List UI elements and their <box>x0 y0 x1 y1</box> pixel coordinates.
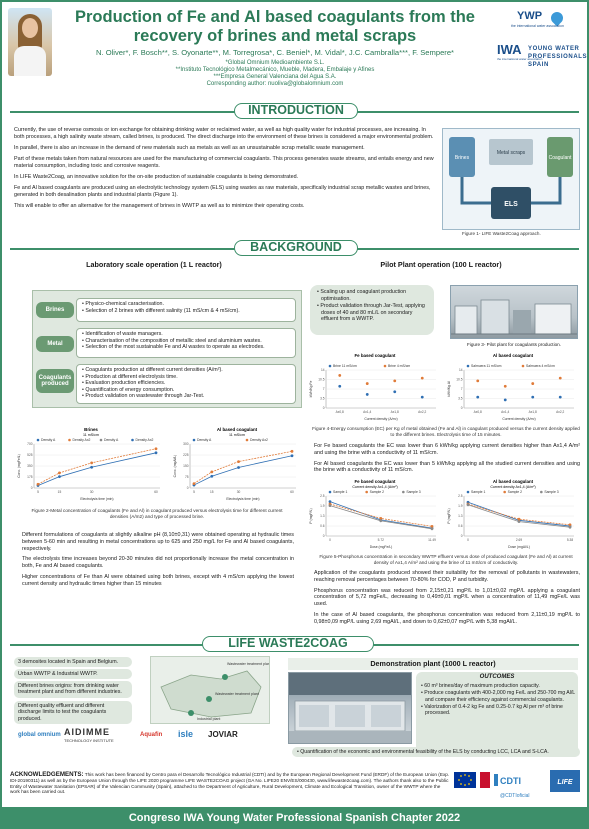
svg-text:Industrial plant: Industrial plant <box>197 717 221 721</box>
partner-logo-aidimme: AIDIMME <box>64 727 110 737</box>
legend-marker <box>329 365 332 368</box>
data-point <box>58 475 61 478</box>
y-tick-label: 14 <box>458 368 463 373</box>
legend-label: Sample 2 <box>507 490 522 495</box>
data-point <box>379 519 382 522</box>
chart-subtitle: Current density Ax1,4 (A/m²) <box>352 485 398 489</box>
coagulants-list: • Coagulants production at different current densities (A/m²). • Production at different electrolysis time. • Evaluation production efficiencies. • Quantification of energy consumption. • Product validation on wastewater through Jar-Test. <box>76 364 296 404</box>
legend-label: Density A <box>41 438 56 443</box>
y-tick-label: 525 <box>27 453 33 458</box>
y-tick-label: 2.5 <box>458 494 463 499</box>
cdti-handle: @CDTIoficial <box>500 793 530 799</box>
x-tick-label: 0 <box>329 538 331 542</box>
y-tick-label: 1.3 <box>320 514 325 519</box>
data-point <box>421 377 424 380</box>
legend-label: Salmuera 4 mS/cm <box>526 364 555 369</box>
life-item: Different brines origins: from drinking water treatment plant and from different industries. <box>14 681 132 698</box>
figure-3-caption: Figure 3- Pilot plant for coagulants production. <box>467 342 561 347</box>
al-concentration-chart <box>172 426 302 502</box>
y-tick-label: 0.6 <box>458 524 463 529</box>
data-point <box>90 466 93 469</box>
y-tick-label: 0 <box>322 534 325 539</box>
footer-banner: Congreso IWA Young Water Professional Spanish Chapter 2022 <box>2 807 587 829</box>
legend-marker <box>131 439 134 442</box>
y-tick-label: 7 <box>322 387 325 392</box>
life-item: Urban WWTP & Industrial WWTP. <box>14 669 132 679</box>
legend-marker <box>100 439 103 442</box>
x-tick-label: Ax2,2 <box>418 410 427 414</box>
data-point <box>237 466 240 469</box>
figure-1-caption: Figure 1- LIFE Waste2Coag approach. <box>462 231 541 236</box>
acknowledgements: ACKNOWLEDGEMENTS: This work has been financed by Centro para el Desarrollo Tecnológico Industrial (CDTI) and by the European Regional Development Fund (ERDF) of the European Union (Exp. IDI-20190311) as well as by the European Union through the LIFE 2020 programme LIFE WASTE2COAG project (GA No. LIFE20 ENV/ES/000430, www.lifewaste2coag.com). The authors thank also to the Public Entity of Wastewater Sanitation (EPSAR) of the Valencian Community (Spain), attached to the Department of Agriculture, Rural Development, Climate and Ecological Transition, owner of the WWTP where the work has been carried out. <box>10 771 450 795</box>
series-line <box>38 453 156 486</box>
data-point <box>338 374 341 377</box>
outcomes-title: OUTCOMES <box>479 674 515 680</box>
al-phosphorus-chart <box>446 478 580 550</box>
x-tick-label: 30 <box>236 490 241 494</box>
chart-title: Brines <box>84 427 98 432</box>
data-point <box>237 460 240 463</box>
data-point <box>155 447 158 450</box>
chart-subtitle: 11 mS/cm <box>229 433 245 437</box>
legend-marker <box>193 439 196 442</box>
legend-marker <box>329 491 332 494</box>
legend-label: Density Ax2 <box>135 438 154 443</box>
metal-tag: Metal <box>36 336 74 352</box>
partner-logo-aquafin: Aquafin <box>140 732 163 738</box>
brines-list: • Physico-chemical caracterisation. • Selection of 2 brines with different salinity (11 mS/cm & 4 mS/cm). <box>76 298 296 322</box>
y-tick-label: 0 <box>30 486 33 491</box>
x-tick-label: 5 <box>193 490 195 494</box>
y-tick-label: 14 <box>320 368 325 373</box>
brines-tag: Brines <box>36 302 74 318</box>
svg-text:Wastewater treatment plant: Wastewater treatment plant <box>215 692 259 696</box>
chart-subtitle: Current density Ax1,4 (A/m²) <box>490 485 536 489</box>
y-tick-label: 1.9 <box>320 504 325 509</box>
legend-marker <box>467 365 470 368</box>
legend-label: Brine 4 mS/cm <box>388 364 411 369</box>
pilot-heading: Pilot Plant operation (100 L reactor) <box>380 260 502 269</box>
data-point <box>531 396 534 399</box>
chart-title: Al based coagulant <box>492 479 534 484</box>
figure-4-caption: Figure 4-Energy consumption (EC) per Kg of metal obtained (Fe and Al) in coagulant produced versus the current density applied to the different brines. Electrolysis time of 15 minutes. <box>312 426 580 437</box>
x-tick-label: Ax1,8 <box>528 410 537 414</box>
y-axis-label: kWh/Kg Fe <box>309 380 313 398</box>
pilot-plant-photo <box>450 285 578 339</box>
legend-label: Sample 1 <box>333 490 348 495</box>
data-point <box>569 523 572 526</box>
y-tick-label: 700 <box>27 442 33 447</box>
data-point <box>559 377 562 380</box>
legend-label: Density Ax2 <box>250 438 268 443</box>
y-tick-label: 10.5 <box>456 377 463 382</box>
x-tick-label: Ax1,4 <box>501 410 510 414</box>
figure-1-diagram <box>442 128 580 230</box>
chart-subtitle: 11 mS/cm <box>83 433 99 437</box>
legend-label: Density Ax2 <box>72 438 91 443</box>
author-photo <box>8 8 52 76</box>
data-point <box>518 520 521 523</box>
data-point <box>366 393 369 396</box>
data-point <box>431 527 434 530</box>
svg-text:Wastewater treatment plant: Wastewater treatment plant <box>227 662 269 666</box>
data-point <box>210 475 213 478</box>
funding-logos <box>454 770 584 800</box>
y-tick-label: 0 <box>460 534 463 539</box>
data-point <box>193 482 196 485</box>
x-tick-label: Ax0,8 <box>473 410 482 414</box>
legend-label: Sample 3 <box>544 490 559 495</box>
poster-title: Production of Fe and Al based coagulants from the recovery of brines and metal scraps <box>74 8 475 45</box>
series-line <box>330 502 432 529</box>
chart-title: Fe based coagulant <box>354 353 396 358</box>
x-axis-label: Dose (mgAl/L) <box>508 545 530 549</box>
legend-marker <box>246 439 249 442</box>
fig1-label: Coagulant <box>548 155 572 161</box>
chart-title: Al based coagulant <box>492 353 534 358</box>
legend-marker <box>37 439 40 442</box>
x-tick-label: 2.69 <box>515 538 523 542</box>
al-energy-chart <box>446 352 580 422</box>
life-logo: LIFE <box>557 779 573 786</box>
life-item: 3 demosites located in Spain and Belgium. <box>14 657 132 667</box>
affiliations: *Global Omnium Medioambiente S.L. **Instituto Tecnológico Metalmecánico, Mueble, Madera, Embalaje y Afines ***Empresa General Valenciana del Agua S.A. Corresponding author: nuoliva@globalomnium.com <box>175 60 375 87</box>
x-tick-label: 60 <box>154 490 158 494</box>
legend-label: Sample 1 <box>471 490 486 495</box>
x-tick-label: 5 <box>37 490 39 494</box>
legend-label: Sample 2 <box>369 490 384 495</box>
data-point <box>90 461 93 464</box>
figure-5-caption: Figure 5-Phosphorus concentration in secondary WWTP effluent versus dose of produced coagulant (Fe and Al) at current density of Ax1,4 A/m² and using the brine of 11 mS/cm of conductivity. <box>319 554 573 565</box>
y-tick-label: 1.9 <box>458 504 463 509</box>
life-item: Different quality effluent and different discharge limits to test the coagulants produced. <box>14 701 132 724</box>
lab-results-text: Different formulations of coagulants at slightly alkaline pH (8,10±0,31) were obtained operating at hydraulic times between 5-60 min and resulting in metal concentrations up to 625 and 250 mg/L for Fe and Al based coagulants, respectively. The electrolysis time increases beyond 20-30 minutes did not proportionally increase the metal concentration in both, Fe and Al based coagulants. Higher concentrations of Fe than Al were obtained using both brines, except with 4 mS/cm applying the lowest current density and hydraulic times higher than 15 minutes <box>22 532 294 587</box>
y-axis-label: Conc. (mgFe/L) <box>17 454 21 478</box>
y-tick-label: 1.3 <box>458 514 463 519</box>
legend-marker <box>503 491 506 494</box>
legend-marker <box>522 365 525 368</box>
y-tick-label: 10.5 <box>318 377 325 382</box>
y-axis-label: Conc. (mgAl/L) <box>173 454 177 478</box>
y-tick-label: 3.5 <box>458 396 463 401</box>
data-point <box>431 525 434 528</box>
y-axis-label: kWh/Kg Al <box>447 381 451 397</box>
data-point <box>393 390 396 393</box>
x-axis-label: Electrolysis time (min) <box>226 497 260 501</box>
x-tick-label: Ax1,8 <box>390 410 399 414</box>
x-tick-label: Ax0,8 <box>335 410 344 414</box>
x-tick-label: 11.49 <box>428 538 436 542</box>
data-point <box>476 396 479 399</box>
y-tick-label: 0 <box>186 486 189 491</box>
authors: N. Oliver*, F. Bosch**, S. Oyonarte**, M. Torregrosa*, C. Beniel*, M. Vidal*, J.C. Cambralla***, F. Sempere* <box>95 48 455 57</box>
partner-logo-joviar: JOVIAR <box>208 730 238 739</box>
x-tick-label: 15 <box>210 490 214 494</box>
y-tick-label: 0 <box>460 406 463 411</box>
background-heading: BACKGROUND <box>234 240 358 256</box>
chart-title: Fe based coagulant <box>354 479 396 484</box>
data-point <box>559 396 562 399</box>
data-point <box>421 396 424 399</box>
outcomes-panel <box>416 672 578 754</box>
data-point <box>210 470 213 473</box>
x-axis-label: Current density (A/m²) <box>502 417 536 421</box>
x-tick-label: Ax1,4 <box>363 410 372 414</box>
outcomes-list: • 60 m³ brines/day of maximum production capacity. • Produce coagulants with 400-2,000 mg Fe/L and 250-700 mg Al/L and compare their efficiency against commercial coagulants. • Valorization of 0.4-2 kg Fe and 0.25-0.7 kg Al per m³ of brine processed. <box>420 683 576 717</box>
energy-text: For Fe based coagulants the EC was lower than 6 kWh/kg applying current densities higher than Ax1,4 A/m² and using the brine with a conductivity of 11 mS/cm. For Al based coagulants the EC was lower than 5 kWh/kg applying all the studied current densities and using the brine with a conductivity of 11 mS/cm. <box>314 443 580 474</box>
coagulants-tag: Coagulants produced <box>36 369 74 393</box>
data-point <box>291 454 294 457</box>
fig1-label: Brines <box>454 155 470 161</box>
legend-marker <box>402 491 405 494</box>
outcomes-extra: • Quantification of the economic and environmental feasibility of the ELS by conducting LCC, LCA and S-LCA. <box>292 747 580 757</box>
legend-label: Sample 3 <box>406 490 421 495</box>
demo-plant-photo <box>288 672 412 744</box>
y-tick-label: 225 <box>183 453 189 458</box>
y-tick-label: 300 <box>183 442 189 447</box>
y-tick-label: 150 <box>183 464 189 469</box>
x-tick-label: Ax2,2 <box>556 410 565 414</box>
y-tick-label: 2.5 <box>320 494 325 499</box>
introduction-text: Currently, the use of reverse osmosis or ion exchange for obtaining drinking water or reclaimed water, as well as high quality water for industrial processes, are increasing. In both processes, a high salinity waste stream, called brines, is produced. The direct discharge into the environment of these brines is considered a major environmental problem. In parallel, there is also an increase in the demand of new materials such as metals as well as an unsustainable scrap metallic waste management. Part of these metals taken from natural resources are used for the manufacturing of commercial coagulants. This process generates waste streams, and entails energy and new material consumption, including toxic and corrosive reagents. In LIFE Waste2Coag, an innovative solution for the on-site production of sustainable coagulants is being demonstrated. Fe and Al based coagulants are produced using an electrolytic technology system (ELS) using wastes as raw materials, specifically industrial scrap metallic wastes and brines, generated in both desalination plants and industrial plants (Figure 1). This will enable to offer an alternative for the management of brines in WWTP as well as to minimize their operating costs. <box>14 127 434 209</box>
x-tick-label: 60 <box>290 490 294 494</box>
data-point <box>518 518 521 521</box>
fe-concentration-chart <box>16 426 166 502</box>
data-point <box>37 483 40 486</box>
x-axis-label: Dose (mgFe/L) <box>369 545 393 549</box>
y-tick-label: 0.6 <box>320 524 325 529</box>
legend-label: Brine 11 mS/cm <box>333 364 357 369</box>
y-tick-label: 75 <box>184 475 189 480</box>
fe-phosphorus-chart <box>308 478 442 550</box>
data-point <box>467 503 470 506</box>
series-line <box>38 449 156 485</box>
data-point <box>366 382 369 385</box>
data-point <box>291 450 294 453</box>
data-point <box>569 526 572 529</box>
data-point <box>329 500 332 503</box>
cdti-logo: CDTI <box>500 776 521 786</box>
legend-marker <box>384 365 387 368</box>
y-tick-label: 3.5 <box>320 396 325 401</box>
y-tick-label: 175 <box>27 475 33 480</box>
y-tick-label: 0 <box>322 406 325 411</box>
partner-logo-isle: isle <box>178 729 194 739</box>
poster-header <box>2 2 587 102</box>
y-axis-label: P (mgP/L) <box>309 508 313 524</box>
partner-logo-global-omnium: global omnium <box>18 732 61 738</box>
introduction-heading: INTRODUCTION <box>234 103 358 119</box>
data-point <box>504 398 507 401</box>
legend-marker <box>467 491 470 494</box>
data-point <box>329 504 332 507</box>
legend-marker <box>365 491 368 494</box>
legend-label: Density A <box>197 438 212 443</box>
demo-heading: Demonstration plant (1000 L reactor) <box>288 658 578 670</box>
y-tick-label: 7 <box>460 387 463 392</box>
legend-marker <box>68 439 71 442</box>
fig1-label: ELS <box>504 201 518 208</box>
y-axis-label: P (mgP/L) <box>447 508 451 524</box>
chart-title: Al based coagulant <box>216 427 258 432</box>
pilot-list: • Scaling up and coagulant production optimisation. • Product validation through Jar-Test, applying doses of 40 and 80 mL/L on secondary effluent from a WWTP. <box>310 285 434 335</box>
x-tick-label: 0 <box>467 538 469 542</box>
ywp-iwa-logo: YWP the international water association IWA the international water association YOUNG WATER PROFESSIONALS SPAIN <box>497 10 588 68</box>
legend-label: Density A <box>104 438 119 443</box>
lab-heading: Laboratory scale operation (1 L reactor) <box>86 260 222 269</box>
data-point <box>504 385 507 388</box>
x-tick-label: 30 <box>89 490 94 494</box>
fig1-label: Metal scraps <box>496 150 526 156</box>
data-point <box>58 472 61 475</box>
x-tick-label: 5.72 <box>377 538 384 542</box>
data-point <box>531 382 534 385</box>
data-point <box>393 379 396 382</box>
legend-marker <box>540 491 543 494</box>
data-point <box>379 517 382 520</box>
partner-logo-aidimme-sub: TECHNOLOGY INSTITUTE <box>64 738 114 743</box>
x-tick-label: 5.38 <box>566 538 574 542</box>
data-point <box>476 379 479 382</box>
x-tick-label: 15 <box>57 490 62 494</box>
phosphorus-text: Application of the coagulants produced showed their suitability for the removal of pollutants in wastewaters, reaching removal percentages between 70-80% for COD, P and turbidity. Phosphorus concentration was reduced from 2,15±0,21 mgP/L to 1,01±0,02 mgP/L applying a coagulant concentration of 5,72 mgFe/L, decreasing to 0,49±0,01 mgP/L when a concentration of 11,49 mgFe/L was used. In the case of Al based coagulants, the phosphorus concentration was reduced from 2,11±0,19 mgP/L to 0,98±0,09 mgP/L using 2,69 mgAl/L, and down to 0,62±0,07 mgP/L with 5,38 mgAl/L. <box>314 570 580 625</box>
series-line <box>194 456 292 485</box>
demosites-map <box>150 656 270 724</box>
data-point <box>155 451 158 454</box>
figure-2-caption: Figure 2-Metal concentration of coagulants (Fe and Al) in coagulant produced versus electrolysis time for different current densities (A/m2) and type of processed brine. <box>31 508 283 519</box>
x-axis-label: Current density (A/m²) <box>364 417 398 421</box>
life-heading: LIFE WASTE2COAG <box>202 636 374 652</box>
y-tick-label: 350 <box>27 464 33 469</box>
legend-label: Salmuera 11 mS/cm <box>471 364 502 369</box>
fe-energy-chart <box>308 352 442 422</box>
data-point <box>338 385 341 388</box>
metal-list: • Identification of waste managers. • Characterisation of the composition of metallic steel and aluminium wastes. • Selection of the most sustainable Fe and Al wastes to operate as electrodes. <box>76 328 296 358</box>
series-line <box>194 451 292 483</box>
x-axis-label: Electrolysis time (min) <box>80 497 114 501</box>
